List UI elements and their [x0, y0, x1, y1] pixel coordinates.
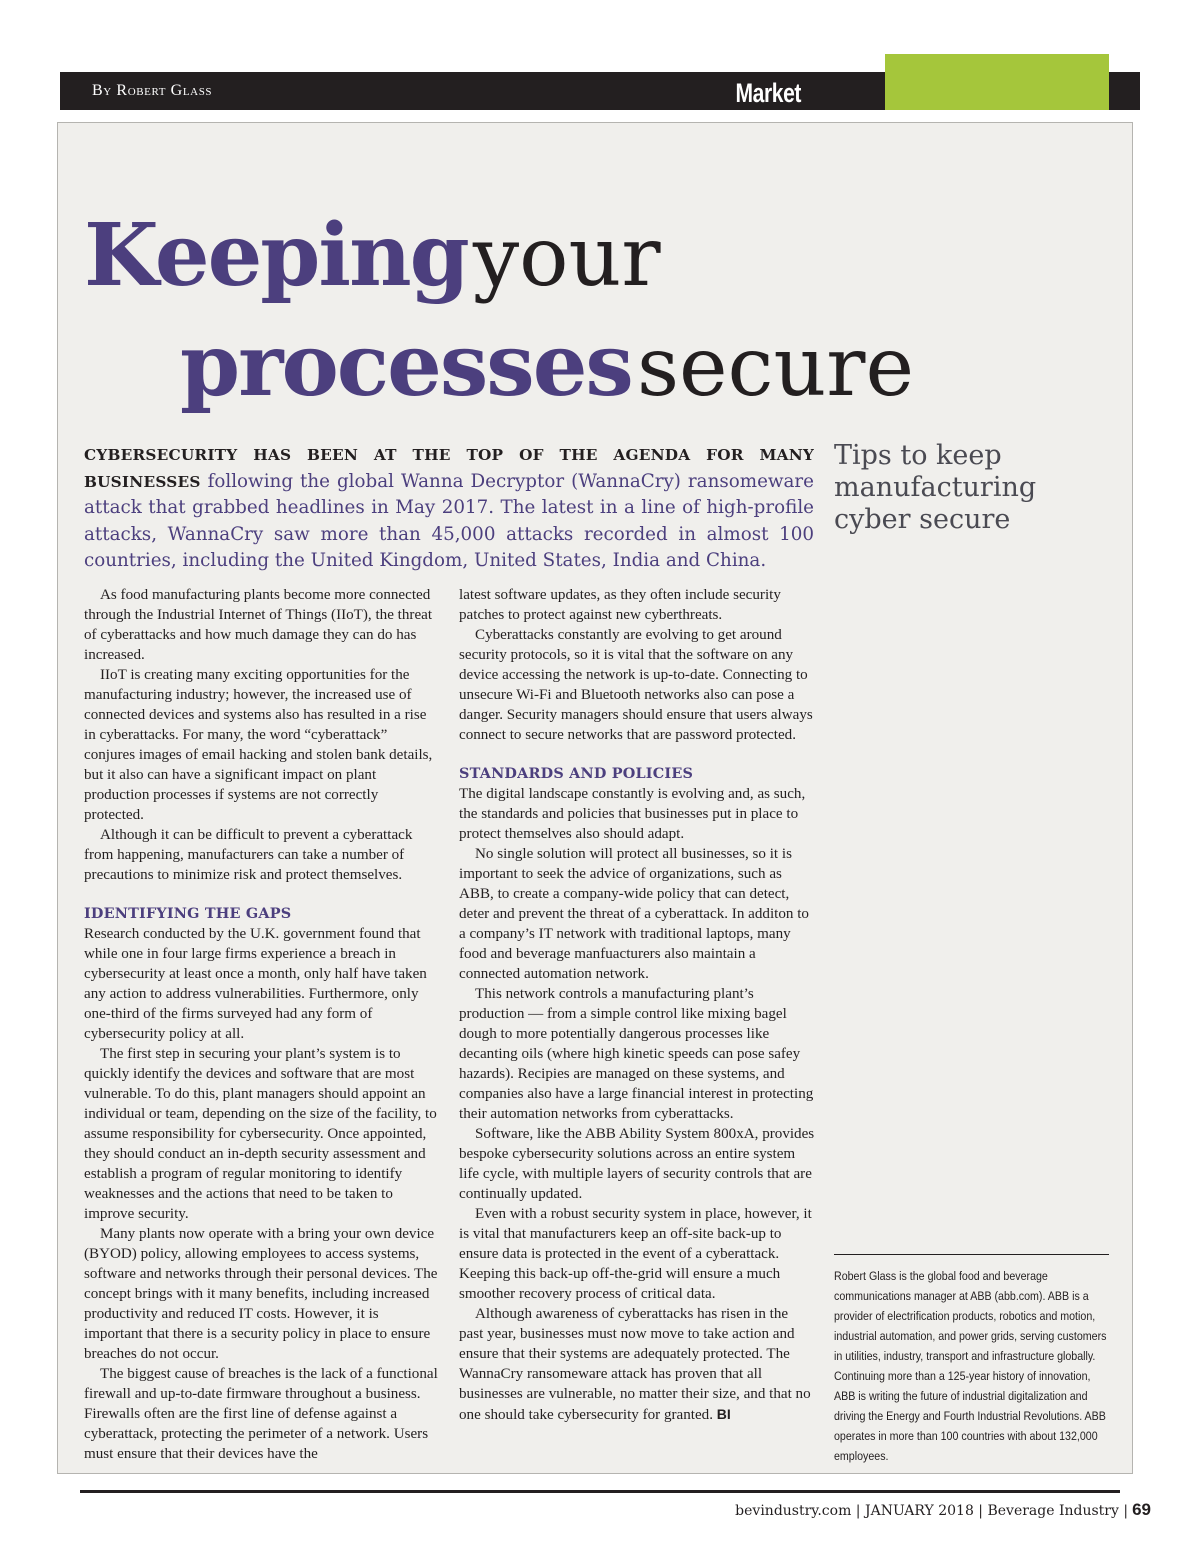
paragraph: Although it can be difficult to prevent a cyberattack from happening, manufacturers can take a number of precautions to minimize risk and protect themselves.	[84, 827, 413, 883]
paragraph: Research conducted by the U.K. government found that while one in four large firms experience a breach in cybersecurity at least once a month, only half have taken any action to address vulnerabilities. Furthermore, only one-third of the firms surveyed had any form of cybersecurity policy at all.	[84, 926, 427, 1042]
intro-paragraph	[84, 442, 814, 575]
headline-line-2	[180, 315, 914, 416]
author-bio: Robert Glass is the global food and beverage communications manager at ABB (abb.com). ABB is a provider of electrification products, robotics and motion, industrial automation, and power grids, serving customers in utilities, industry, transport and infrastructure globally. Continuing more than a 125-year history of innovation, ABB is writing the future of industrial digitalization and driving the Energy and Fourth Industrial Revolutions. ABB operates in more than 100 countries with about 132,000 employees.	[834, 1269, 1107, 1463]
headline-word-secure: secure	[636, 320, 915, 415]
subdeck: Tips to keep manufacturing cyber secure	[834, 440, 1037, 535]
section-heading: IDENTIFYING THE GAPS	[84, 905, 292, 922]
section-label: Market	[735, 78, 802, 108]
page-number: 69	[1132, 1500, 1151, 1519]
headline-word-processes: processes	[180, 315, 632, 416]
page-footer	[735, 1500, 1151, 1520]
paragraph-final	[459, 1304, 815, 1425]
footer-divider	[80, 1490, 1120, 1493]
byline: By Robert Glass	[92, 82, 213, 99]
headline-line-1	[84, 205, 661, 306]
paragraph: Many plants now operate with a bring your own device (BYOD) policy, allowing employees to access systems, software and networks through their personal devices. The concept brings with it many benefits, including increased productivity and reduced IT costs. However, it is important that there is a security policy in place to ensure breaches do not occur.	[84, 1226, 438, 1362]
paragraph: IIoT is creating many exciting opportunities for the manufacturing industry; however, the increased use of connected devices and systems also has resulted in a rise in cyberattacks. For many, the word “cyberattack” conjures images of email hacking and stolen bank details, but it also can have a significant impact on plant production processes if systems are not correctly protected.	[84, 667, 433, 823]
footer-text: bevindustry.com | JANUARY 2018 | Beverage Industry |	[735, 1503, 1129, 1519]
paragraph: Cyberattacks constantly are evolving to get around security protocols, so it is vital that the software on any device accessing the network is up-to-date. Connecting to unsecure Wi-Fi and Bluetooth networks also can pose a danger. Security managers should ensure that users always connect to secure networks that are password protected.	[459, 627, 813, 743]
body-column-1	[84, 585, 439, 1464]
paragraph: The digital landscape constantly is evolving and, as such, the standards and policies that businesses put in place to protect themselves also should adapt.	[459, 786, 806, 842]
headline-word-your: your	[472, 210, 661, 305]
body-column-2	[459, 585, 815, 1425]
paragraph: As food manufacturing plants become more connected through the Industrial Internet of Things (IIoT), the threat of cyberattacks and how much damage they can do has increased.	[84, 587, 433, 663]
bio-divider	[834, 1254, 1109, 1255]
paragraph: Software, like the ABB Ability System 800xA, provides bespoke cybersecurity solutions across an entire system life cycle, with multiple layers of security controls that are continually updated.	[459, 1126, 815, 1202]
intro-text: following the global Wanna Decryptor (WannaCry) ransomeware attack that grabbed headlines in May 2017. The latest in a line of high-profile attacks, WannaCry saw more than 45,000 attacks recorded in almost 100 countries, including the United Kingdom, United States, India and China.	[84, 470, 814, 572]
paragraph: Even with a robust security system in place, however, it is vital that manufacturers keep an off-site back-up to ensure data is protected in the event of a cyberattack. Keeping this back-up off-the-grid will ensure a much smoother recovery process of critical data.	[459, 1206, 812, 1302]
section-accent-block	[885, 54, 1109, 110]
paragraph: latest software updates, as they often include security patches to protect against new cyberthreats.	[459, 587, 781, 623]
paragraph: This network controls a manufacturing plant’s production — from a simple control like mixing bagel dough to more potentially dangerous processes like decanting oils (where high kinetic speeds can pose safey hazards). Recipies are managed on these systems, and companies also have a large financial interest in protecting their automation networks from cyberattacks.	[459, 986, 814, 1122]
paragraph: No single solution will protect all businesses, so it is important to seek the advice of organizations, such as ABB, to create a company-wide policy that can detect, deter and prevent the threat of a cyberattack. In additon to a company’s IT network with traditional laptops, many food and beverage manfuacturers also maintain a connected automation network.	[459, 846, 809, 982]
section-heading: STANDARDS AND POLICIES	[459, 765, 694, 782]
paragraph: The biggest cause of breaches is the lack of a functional firewall and up-to-date firmware throughout a business. Firewalls often are the first line of defense against a cyberattack, protecting the perimeter of a network. Users must ensure that their devices have the	[84, 1366, 438, 1462]
final-text: Although awareness of cyberattacks has risen in the past year, businesses must now move to take action and ensure that their systems are adequately protected. The WannaCry ransomeware attack has proven that all businesses are vulnerable, no matter their size, and that no one should take cybersecurity for granted.	[459, 1306, 811, 1423]
end-mark: BI	[716, 1406, 731, 1422]
intro-lead-caps: CYBERSECURITY HAS BEEN AT THE TOP OF THE AGENDA FOR MANY BUSINESSES	[84, 446, 814, 491]
headline-word-keeping: Keeping	[84, 205, 468, 306]
paragraph: The first step in securing your plant’s system is to quickly identify the devices and software that are most vulnerable. To do this, plant managers should appoint an individual or team, depending on the size of the facility, to assume responsibility for cybersecurity. Once appointed, they should conduct an in-depth security assessment and establish a program of regular monitoring to identify weaknesses and the actions that need to be taken to improve security.	[84, 1046, 437, 1222]
